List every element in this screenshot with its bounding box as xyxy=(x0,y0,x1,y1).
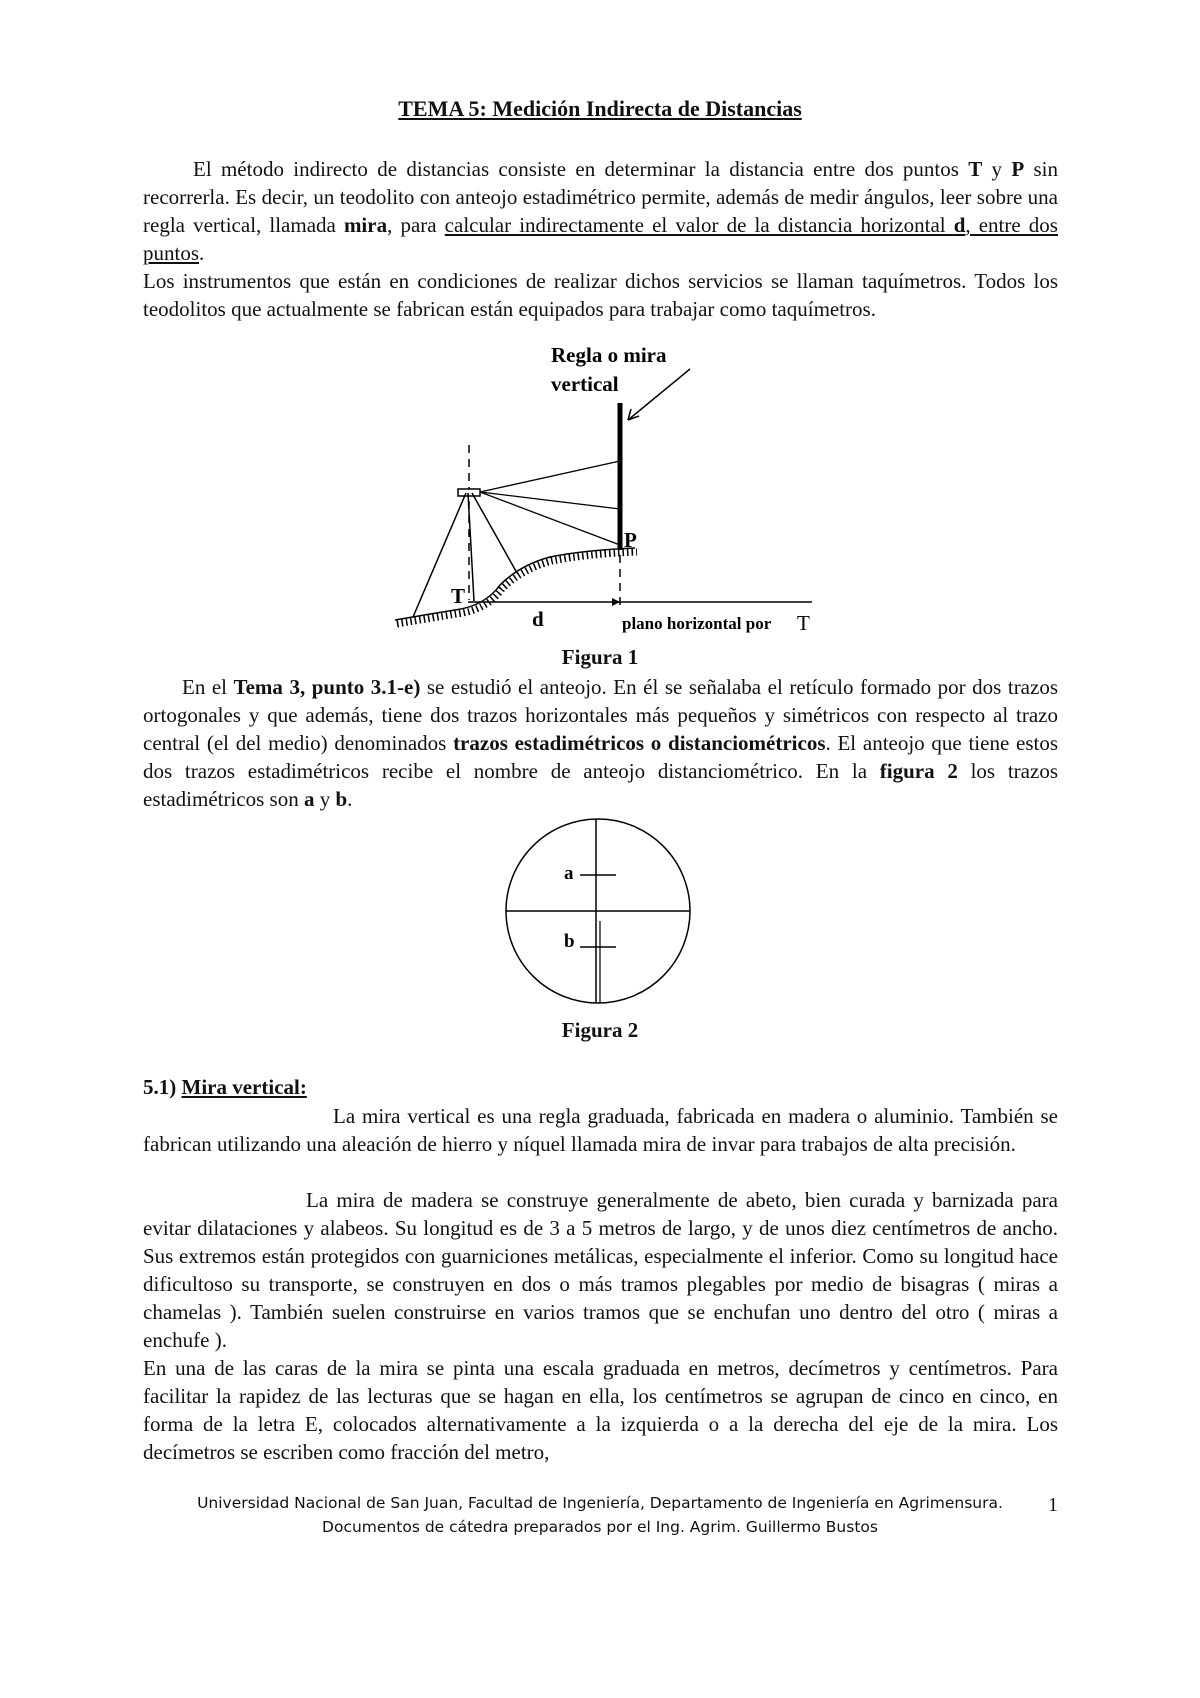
section-paragraph-3: En una de las caras de la mira se pinta una escala graduada en metros, decímetros y centímetros. Para facilitar la rapidez de las lecturas que se hagan en ella, los centímetros se agrupan de cinco en cinco, en forma de la letra E, colocados alternativamente a la izquierda o a la derecha del eje de la mira. Los decímetros se escriben como fracción del metro, xyxy=(143,1356,1058,1464)
figure-2-reticle xyxy=(500,815,700,1015)
figure-1-diagram xyxy=(0,0,1200,700)
label-plano-horizontal: plano horizontal por xyxy=(622,614,772,633)
section-heading: 5.1) Mira vertical: xyxy=(143,1075,307,1099)
sight-line-upper xyxy=(480,461,620,492)
footer-line-1: Universidad Nacional de San Juan, Facultad de Ingeniería, Departamento de Ingeniería en Agrimensura. xyxy=(197,1494,1003,1512)
label-point-T: T xyxy=(451,584,466,608)
page-title: TEMA 5: Medición Indirecta de Distancias xyxy=(398,96,802,121)
label-regla-line2: vertical xyxy=(551,372,619,396)
label-point-P: P xyxy=(624,528,637,552)
label-distance-d: d xyxy=(532,607,544,631)
label-a: a xyxy=(564,863,574,884)
page-number: 1 xyxy=(1048,1494,1058,1516)
section-paragraph-1: La mira vertical es una regla graduada, fabricada en madera o aluminio. También se fabrican utilizando una aleación de hierro y níquel llamada mira de invar para trabajos de alta precisión. xyxy=(143,1104,1058,1156)
figure-2-caption: Figura 2 xyxy=(561,1018,639,1042)
label-plano-T: T xyxy=(797,611,810,635)
label-regla-line1: Regla o mira xyxy=(551,343,667,367)
footer-line-2: Documentos de cátedra preparados por el Ing. Agrim. Guillermo Bustos xyxy=(322,1518,878,1536)
terrain-profile xyxy=(395,548,635,620)
figure-1-caption: Figura 1 xyxy=(561,645,639,669)
tripod-leg-right xyxy=(472,493,517,573)
label-b: b xyxy=(564,931,575,952)
section-paragraph-2: La mira de madera se construye generalmente de abeto, bien curada y barnizada para evitar dilataciones y alabeos. Su longitud es de 3 a 5 metros de largo, y de unos diez centímetros de ancho. Sus extremos están protegidos con guarniciones metálicas, especialmente el inferior. Como su longitud hace dificultoso su transporte, se construyen en dos o más tramos plegables por medio de bisagras ( miras a chamelas ). También suelen construirse en varios tramos que se enchufan uno dentro del otro ( miras a enchufe ). xyxy=(143,1188,1058,1352)
intro-paragraph-2: Los instrumentos que están en condiciones de realizar dichos servicios se llaman taquímetros. Todos los teodolitos que actualmente se fabrican están equipados para trabajar como taquímetros. xyxy=(143,269,1058,321)
distance-arrowhead xyxy=(612,598,620,606)
intro-paragraph-1: El método indirecto de distancias consiste en determinar la distancia entre dos puntos T y P sin recorrerla. Es decir, un teodolito con anteojo estadimétrico permite, además de medir ángulos, leer sobre una regla vertical, llamada mira, para calcular indirectamente el valor de la distancia horizontal d, entre dos puntos. xyxy=(143,157,1058,265)
paragraph-reticle: En el Tema 3, punto 3.1-e) se estudió el anteojo. En él se señalaba el retículo formado por dos trazos ortogonales y que además, tiene dos trazos horizontales más pequeños y simétricos con respecto al trazo central (el del medio) denominados trazos estadimétricos o distanciométricos. El anteojo que tiene estos dos trazos estadimétricos recibe el nombre de anteojo distanciométrico. En la figura 2 los trazos estadimétricos son a y b. xyxy=(143,675,1059,811)
mira-pointer-line xyxy=(628,369,690,420)
theodolite-head xyxy=(458,489,480,496)
